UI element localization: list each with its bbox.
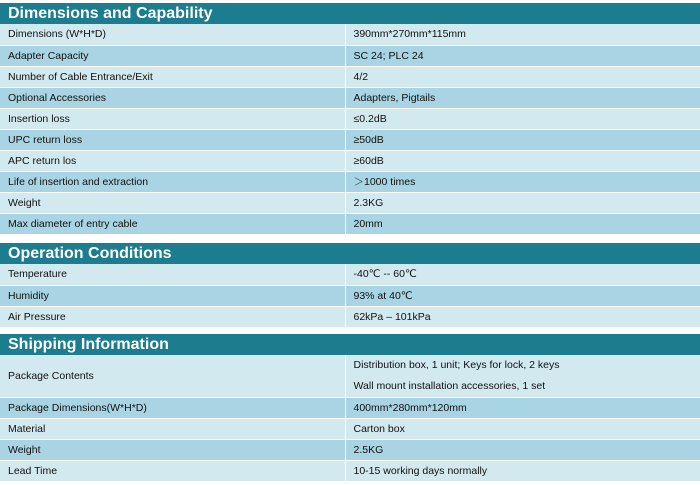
row-value: 2.5KG [345,440,700,461]
row-label: Material [0,419,345,440]
table-row [0,45,700,66]
row-label: Package Dimensions(W*H*D) [0,398,345,419]
row-label: Adapter Capacity [0,45,345,66]
row-value: 400mm*280mm*120mm [345,398,700,419]
row-label: Lead Time [0,461,345,482]
row-value: Adapters, Pigtails [345,87,700,108]
row-value: 4/2 [345,66,700,87]
row-label: Dimensions (W*H*D) [0,24,345,45]
row-label: UPC return loss [0,129,345,150]
row-value: 62kPa – 101kPa [345,306,700,327]
table-row [0,87,700,108]
section-shipping-information [0,333,700,482]
row-value: -40℃ -- 60℃ [345,264,700,285]
table-row [0,150,700,171]
spec-table [0,355,700,482]
table-row [0,285,700,306]
table-row [0,108,700,129]
row-value: ≤0.2dB [345,108,700,129]
row-value: 93% at 40℃ [345,285,700,306]
table-row [0,264,700,285]
row-label: APC return los [0,150,345,171]
row-label: Insertion loss [0,108,345,129]
row-value: ＞1000 times [345,171,700,192]
table-row [0,398,700,419]
row-label: Air Pressure [0,306,345,327]
row-value: SC 24; PLC 24 [345,45,700,66]
row-label: Max diameter of entry cable [0,213,345,234]
table-row [0,24,700,45]
table-row [0,171,700,192]
section-title: Operation Conditions [0,242,700,264]
table-row [0,66,700,87]
table-row [0,213,700,234]
row-label: Weight [0,440,345,461]
table-row [0,129,700,150]
row-label: Life of insertion and extraction [0,171,345,192]
section-operation-conditions [0,242,700,328]
row-value: Carton box [345,419,700,440]
section-dimensions-capability [0,2,700,235]
row-label: Weight [0,192,345,213]
row-value: ≥60dB [345,150,700,171]
row-label: Humidity [0,285,345,306]
row-value-line: Wall mount installation accessories, 1 set [353,380,546,392]
row-value: 2.3KG [345,192,700,213]
row-value-line: Distribution box, 1 unit; Keys for lock, 2 keys [353,359,560,371]
spec-table [0,264,700,328]
section-title: Dimensions and Capability [0,2,700,24]
section-title: Shipping Information [0,333,700,355]
table-row [0,355,700,398]
row-value: 10-15 working days normally [345,461,700,482]
table-row [0,306,700,327]
row-label: Package Contents [0,355,345,398]
table-row [0,440,700,461]
row-label: Number of Cable Entrance/Exit [0,66,345,87]
row-value: ≥50dB [345,129,700,150]
row-label: Temperature [0,264,345,285]
row-value: 20mm [345,213,700,234]
table-row [0,419,700,440]
row-label: Optional Accessories [0,87,345,108]
row-value [345,355,700,398]
table-row [0,461,700,482]
spec-table [0,24,700,235]
table-row [0,192,700,213]
row-value: 390mm*270mm*115mm [345,24,700,45]
